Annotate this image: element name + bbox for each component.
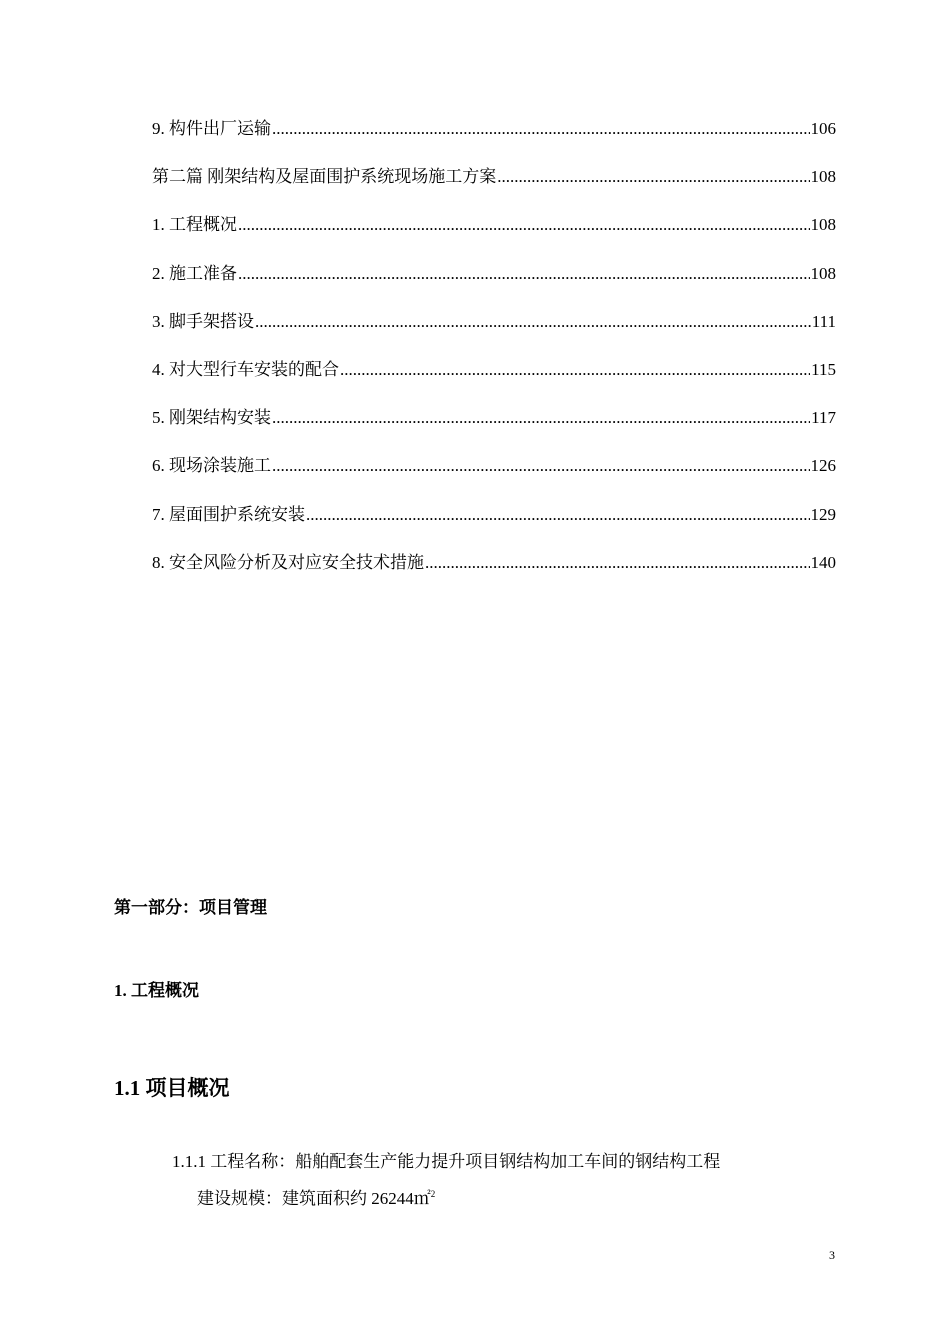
- toc-leader-dots: [340, 360, 810, 380]
- toc-entry[interactable]: [152, 114, 836, 162]
- toc-leader-dots: [272, 456, 810, 476]
- part-heading: 第一部分：项目管理: [114, 898, 267, 917]
- toc-entry-title: 1. 工程概况: [152, 215, 237, 235]
- toc-leader-dots: [238, 215, 810, 235]
- toc-entry-title: 2. 施工准备: [152, 263, 237, 283]
- toc-entry-page: 108: [810, 167, 836, 187]
- toc-leader-dots: [272, 408, 810, 428]
- toc-leader-dots: [497, 167, 809, 187]
- toc-entry-page: 106: [810, 119, 836, 138]
- toc-entry-title: 第二篇 刚架结构及屋面围护系统现场施工方案: [152, 167, 497, 187]
- toc-entry-page: 115: [811, 359, 836, 379]
- toc-entry-page: 140: [810, 552, 836, 572]
- toc-entry-title: 3. 脚手架搭设: [152, 311, 254, 331]
- toc-entry-page: 108: [810, 263, 836, 283]
- toc-entry-page: 111: [811, 311, 836, 331]
- toc-entry-title: 7. 屋面围护系统安装: [152, 504, 305, 524]
- toc-entry-title: 4. 对大型行车安装的配合: [152, 359, 339, 379]
- table-of-contents: [152, 114, 836, 596]
- toc-entry-title: 6. 现场涂装施工: [152, 456, 271, 476]
- toc-leader-dots: [425, 553, 810, 573]
- subsection-heading: 1.1 项目概况: [114, 1076, 230, 1100]
- toc-entry-page: 117: [811, 408, 836, 428]
- toc-entry-title: 8. 安全风险分析及对应安全技术措施: [152, 552, 424, 572]
- toc-leader-dots: [272, 119, 810, 139]
- section-heading: 1. 工程概况: [114, 981, 199, 1000]
- toc-entry[interactable]: [152, 307, 836, 355]
- toc-entry[interactable]: [152, 548, 836, 596]
- toc-entry[interactable]: [152, 162, 836, 210]
- toc-leader-dots: [306, 505, 810, 525]
- toc-entry[interactable]: [152, 210, 836, 258]
- toc-entry[interactable]: [152, 500, 836, 548]
- toc-leader-dots: [238, 264, 810, 284]
- toc-entry[interactable]: [152, 403, 836, 451]
- area-unit-superscript: 2: [430, 1189, 436, 1199]
- toc-entry[interactable]: [152, 355, 836, 403]
- project-name-paragraph: 1.1.1 工程名称：船舶配套生产能力提升项目钢结构加工车间的钢结构工程: [172, 1152, 721, 1171]
- toc-entry[interactable]: [152, 259, 836, 307]
- toc-entry-title: 9. 构件出厂运输: [152, 119, 271, 138]
- toc-entry-page: 126: [810, 456, 836, 476]
- page-number: 3: [829, 1248, 835, 1262]
- toc-entry[interactable]: [152, 451, 836, 499]
- toc-entry-page: 108: [810, 215, 836, 235]
- construction-scale-text: 建设规模：建筑面积约 26244㎡: [197, 1189, 431, 1208]
- construction-scale-paragraph: [197, 1184, 435, 1209]
- toc-entry-page: 129: [810, 504, 836, 524]
- toc-leader-dots: [255, 312, 811, 332]
- toc-entry-title: 5. 刚架结构安装: [152, 408, 271, 428]
